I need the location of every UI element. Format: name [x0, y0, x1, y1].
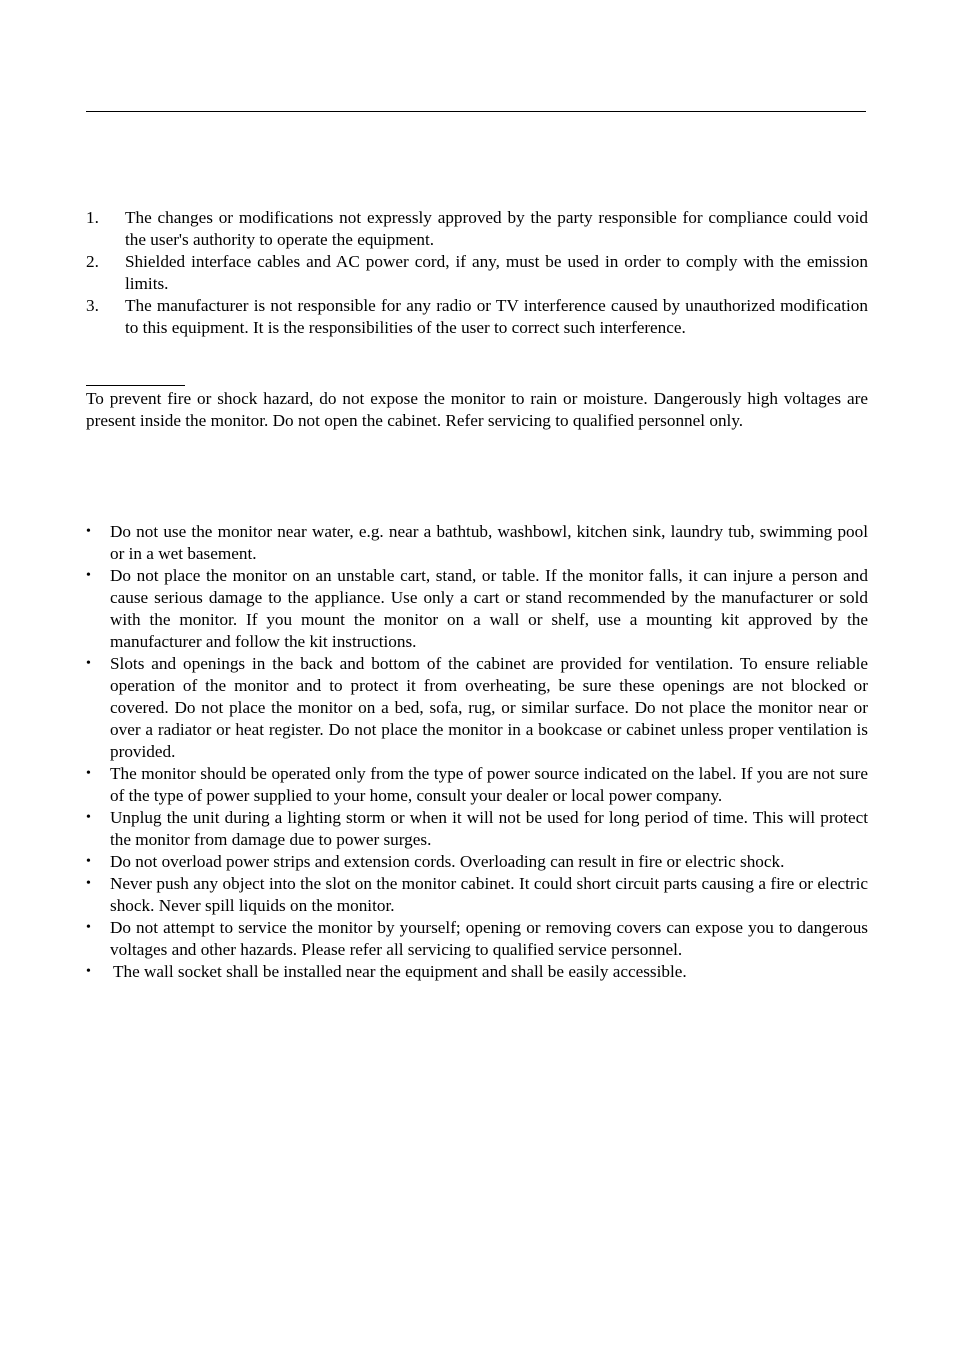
- bullet-icon: •: [86, 524, 91, 539]
- item-text: Slots and openings in the back and bottom of the cabinet are provided for ventilation. To ensure reliable operation of the monitor and to protect it from overheating, be sure these openings are not blocked or covered. Do not place the monitor on a bed, sofa, rug, or similar surface. Do not place the monitor near or over a radiator or heat register. Do not place the monitor in a bookcase or cabinet unless proper ventilation is provided.: [110, 654, 868, 761]
- header-rule: [86, 111, 866, 112]
- list-item: [86, 851, 868, 873]
- item-number: 2.: [86, 252, 99, 271]
- list-item: [86, 295, 868, 339]
- item-text: Do not overload power strips and extension cords. Overloading can result in fire or electric shock.: [110, 852, 785, 871]
- list-item: [86, 917, 868, 961]
- item-text: The wall socket shall be installed near the equipment and shall be easily accessible.: [113, 962, 687, 981]
- item-number: 3.: [86, 296, 99, 315]
- list-item: [86, 565, 868, 653]
- bullet-icon: •: [86, 656, 91, 671]
- item-number: 1.: [86, 208, 99, 227]
- bullet-icon: •: [86, 920, 91, 935]
- item-text: The manufacturer is not responsible for any radio or TV interference caused by unauthorized modification to this equipment. It is the responsibilities of the user to correct such interference.: [125, 296, 868, 337]
- list-item: [86, 873, 868, 917]
- bullet-icon: •: [86, 964, 91, 979]
- item-text: Unplug the unit during a lighting storm or when it will not be used for long period of time. This will protect the monitor from damage due to power surges.: [110, 808, 868, 849]
- item-text: Do not place the monitor on an unstable cart, stand, or table. If the monitor falls, it can injure a person and cause serious damage to the appliance. Use only a cart or stand recommended by the manufacturer or sold with the monitor. If you mount the monitor on a wall or shelf, use a mounting kit approved by the manufacturer and follow the kit instructions.: [110, 566, 868, 651]
- safety-precautions-list: [86, 521, 868, 983]
- item-text: Do not attempt to service the monitor by yourself; opening or removing covers can expose you to dangerous voltages and other hazards. Please refer all servicing to qualified service personnel.: [110, 918, 868, 959]
- bullet-icon: •: [86, 854, 91, 869]
- list-item: [86, 521, 868, 565]
- item-text: Never push any object into the slot on the monitor cabinet. It could short circuit parts causing a fire or electric shock. Never spill liquids on the monitor.: [110, 874, 868, 915]
- fcc-notice-list: [86, 207, 868, 339]
- bullet-icon: •: [86, 810, 91, 825]
- list-item: [86, 807, 868, 851]
- bullet-icon: •: [86, 568, 91, 583]
- section-underline: [86, 385, 185, 386]
- list-item: [86, 653, 868, 763]
- item-text: The monitor should be operated only from the type of power source indicated on the label. If you are not sure of the type of power supplied to your home, consult your dealer or local power company.: [110, 764, 868, 805]
- warning-paragraph: To prevent fire or shock hazard, do not expose the monitor to rain or moisture. Dangerously high voltages are present inside the monitor. Do not open the cabinet. Refer servicing to qualified personnel only.: [86, 389, 868, 430]
- list-item: [86, 763, 868, 807]
- item-text: Do not use the monitor near water, e.g. near a bathtub, washbowl, kitchen sink, laundry tub, swimming pool or in a wet basement.: [110, 522, 868, 563]
- list-item: [86, 207, 868, 251]
- list-item: [86, 961, 868, 983]
- bullet-icon: •: [86, 766, 91, 781]
- item-text: Shielded interface cables and AC power cord, if any, must be used in order to comply with the emission limits.: [125, 252, 868, 293]
- bullet-icon: •: [86, 876, 91, 891]
- list-item: [86, 251, 868, 295]
- item-text: The changes or modifications not expressly approved by the party responsible for compliance could void the user's authority to operate the equipment.: [125, 208, 868, 249]
